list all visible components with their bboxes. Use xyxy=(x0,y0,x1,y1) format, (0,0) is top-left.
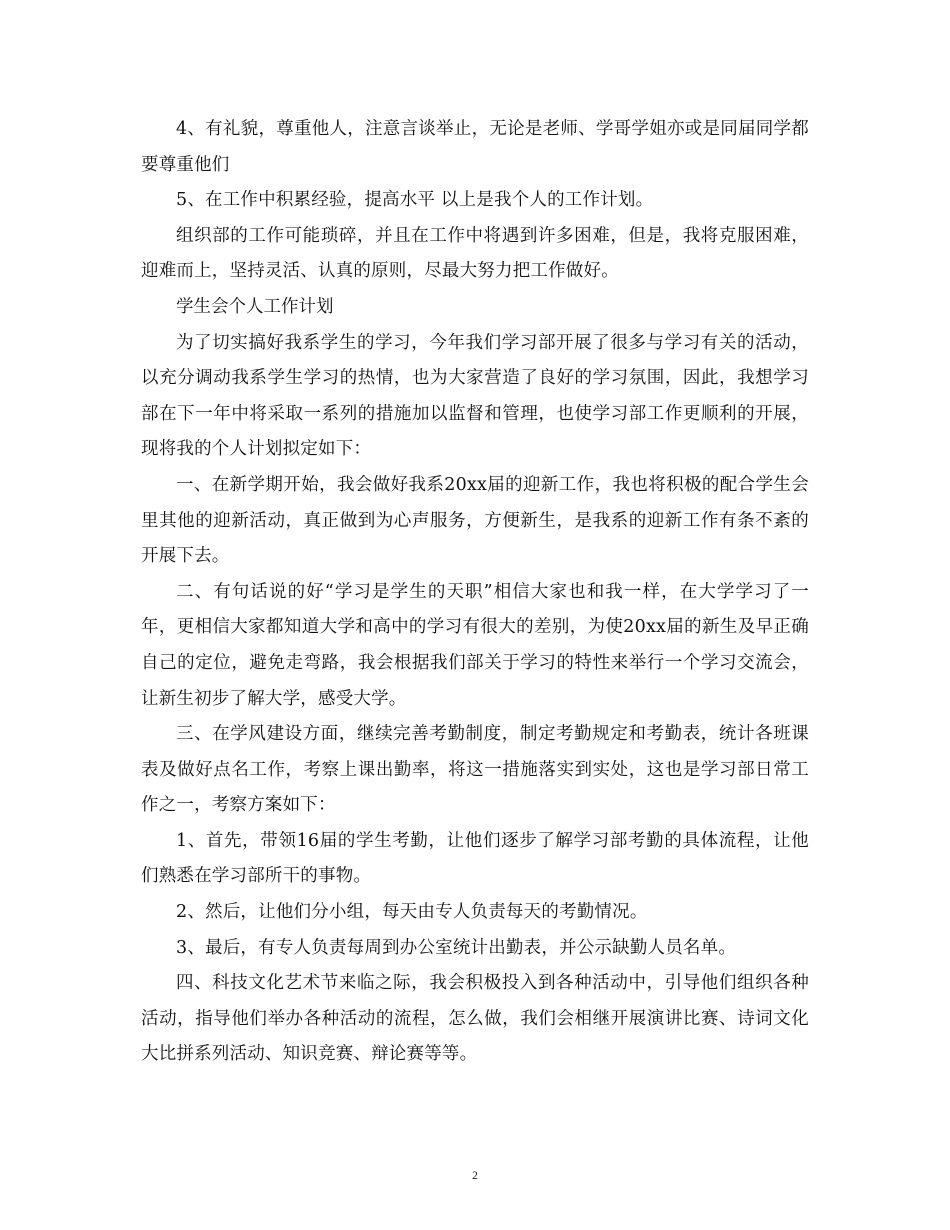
page-number: 2 xyxy=(472,1170,478,1182)
paragraph-point-4: 四、科技文化艺术节来临之际，我会积极投入到各种活动中，引导他们组织各种活动，指导他们举办各种活动的流程，怎么做，我们会相继开展演讲比赛、诗词文化大比拼系列活动、知识竞赛、辩论赛等等。 xyxy=(141,973,809,1065)
paragraph-organization-summary: 组织部的工作可能琐碎，并且在工作中将遇到许多困难，但是，我将克服困难，迎难而上，坚持灵活、认真的原则，尽最大努力把工作做好。 xyxy=(141,225,809,282)
paragraph-intro: 为了切实搞好我系学生的学习，今年我们学习部开展了很多与学习有关的活动，以充分调动我系学生学习的热情，也为大家营造了良好的学习氛围，因此，我想学习部在下一年中将采取一系列的措施加以监督和管理，也使学习部工作更顺利的开展，现将我的个人计划拟定如下： xyxy=(141,332,809,460)
paragraph-item-5: 5、在工作中积累经验，提高水平 以上是我个人的工作计划。 xyxy=(176,190,654,211)
document-body xyxy=(141,112,809,1073)
paragraph-step-1: 1、首先，带领16届的学生考勤，让他们逐步了解学习部考勤的具体流程，让他们熟悉在学习部所干的事物。 xyxy=(141,830,809,887)
paragraph-item-4: 4、有礼貌，尊重他人，注意言谈举止，无论是老师、学哥学姐亦或是同届同学都要尊重他们 xyxy=(141,119,809,175)
paragraph-step-2: 2、然后，让他们分小组，每天由专人负责每天的考勤情况。 xyxy=(176,902,648,923)
paragraph-point-1: 一、在新学期开始，我会做好我系20xx届的迎新工作，我也将积极的配合学生会里其他的迎新活动，真正做到为心声服务，方便新生，是我系的迎新工作有条不紊的开展下去。 xyxy=(141,474,809,567)
paragraph-point-3: 三、在学风建设方面，继续完善考勤制度，制定考勤规定和考勤表，统计各班课表及做好点名工作，考察上课出勤率，将这一措施落实到实处，这也是学习部日常工作之一，考察方案如下： xyxy=(141,724,809,816)
paragraph-step-3: 3、最后，有专人负责每周到办公室统计出勤表，并公示缺勤人员名单。 xyxy=(176,937,737,958)
section-heading: 学生会个人工作计划 xyxy=(176,296,334,317)
paragraph-point-2: 二、有句话说的好“学习是学生的天职”相信大家也和我一样，在大学学习了一年，更相信大家都知道大学和高中的学习有很大的差别，为使20xx届的新生及早正确自己的定位，避免走弯路，我会根据我们部关于学习的特性来举行一个学习交流会，让新生初步了解大学，感受大学。 xyxy=(141,581,809,709)
